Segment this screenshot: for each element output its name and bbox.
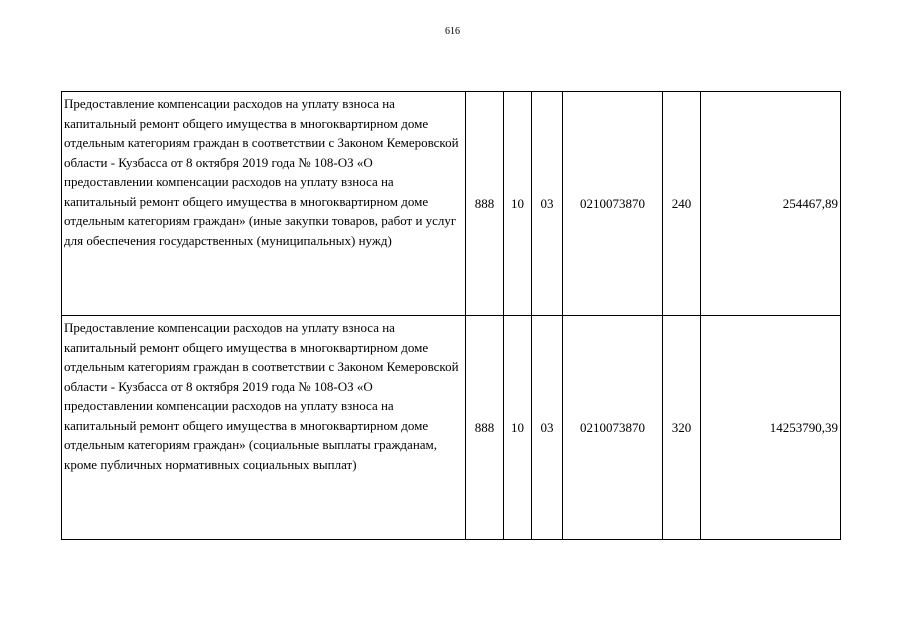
amount-value: 254467,89 xyxy=(701,92,841,316)
expense-type-code: 320 xyxy=(663,316,701,540)
row-description: Предоставление компенсации расходов на уплату взноса на капитальный ремонт общего имущества в многоквартирном доме отдельным категориям граждан в соответствии с Законом Кемеровской области - Кузбасса от 8 октября 2019 года № 108-ОЗ «О предоставлении компенсации расходов на уплату взноса на капитальный ремонт общего имущества в многоквартирном доме отдельным категориям граждан» (социальные выплаты гражданам, кроме публичных нормативных социальных выплат) xyxy=(62,316,466,540)
subsection-code: 03 xyxy=(532,92,563,316)
ministry-code: 888 xyxy=(466,92,504,316)
table-row xyxy=(62,316,841,540)
ministry-code: 888 xyxy=(466,316,504,540)
expense-type-code: 240 xyxy=(663,92,701,316)
section-code: 10 xyxy=(504,316,532,540)
table-row xyxy=(62,92,841,316)
page-number: 616 xyxy=(445,26,460,37)
budget-table xyxy=(61,91,841,540)
target-article-code: 0210073870 xyxy=(563,316,663,540)
amount-value: 14253790,39 xyxy=(701,316,841,540)
subsection-code: 03 xyxy=(532,316,563,540)
row-description: Предоставление компенсации расходов на уплату взноса на капитальный ремонт общего имущества в многоквартирном доме отдельным категориям граждан в соответствии с Законом Кемеровской области - Кузбасса от 8 октября 2019 года № 108-ОЗ «О предоставлении компенсации расходов на уплату взноса на капитальный ремонт общего имущества в многоквартирном доме отдельным категориям граждан» (иные закупки товаров, работ и услуг для обеспечения государственных (муниципальных) нужд) xyxy=(62,92,466,316)
section-code: 10 xyxy=(504,92,532,316)
target-article-code: 0210073870 xyxy=(563,92,663,316)
